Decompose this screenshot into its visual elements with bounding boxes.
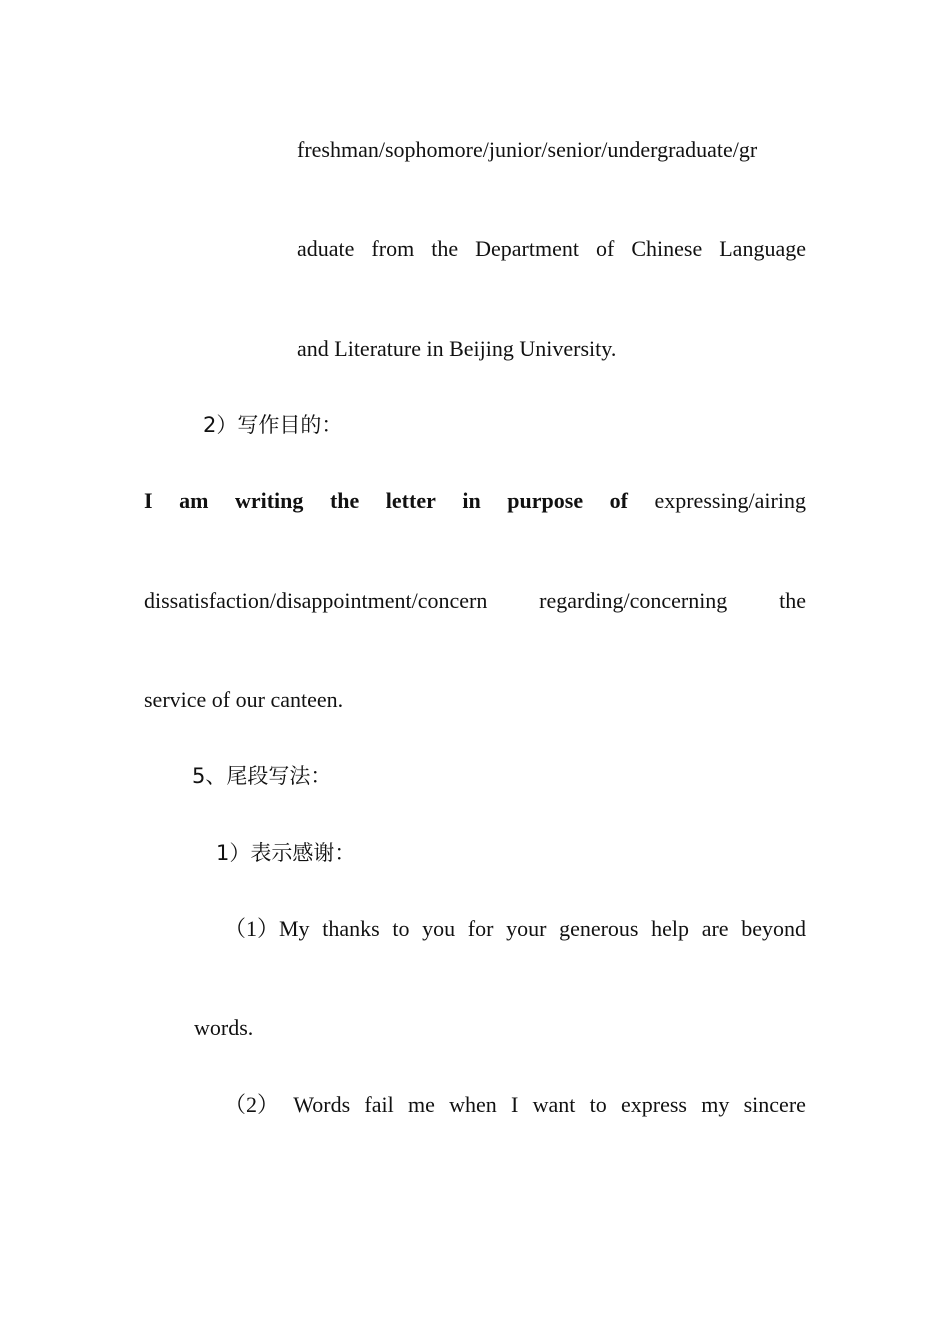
word: expressing/airing — [654, 488, 806, 513]
word: generous — [559, 916, 639, 941]
word: the — [329, 488, 360, 513]
word: help — [651, 916, 690, 941]
paragraph-line: service of our canteen. — [144, 687, 344, 712]
word: letter — [385, 488, 436, 513]
word: （1）My — [224, 916, 310, 941]
word: my — [701, 1092, 730, 1117]
word: the — [779, 588, 806, 613]
word: sincere — [743, 1092, 806, 1117]
word: I — [144, 488, 153, 513]
section-heading: 5、尾段写法： — [192, 764, 332, 788]
paragraph-line — [144, 587, 806, 615]
word: me — [407, 1092, 435, 1117]
paragraph-line — [297, 235, 806, 263]
word: your — [506, 916, 547, 941]
word: aduate — [297, 236, 355, 261]
word: fail — [364, 1092, 394, 1117]
word: （2） — [224, 1092, 280, 1117]
paragraph-line: freshman/sophomore/junior/senior/undergraduate/gr — [297, 137, 758, 162]
word: you — [422, 916, 456, 941]
paragraph-line: and Literature in Beijing University. — [297, 336, 617, 361]
word: Language — [719, 236, 806, 261]
word: for — [467, 916, 494, 941]
word: when — [449, 1092, 497, 1117]
word: from — [371, 236, 415, 261]
word: of — [595, 236, 615, 261]
subsection-heading: 1）表示感谢： — [216, 841, 356, 865]
paragraph-line — [144, 487, 806, 515]
word: to — [392, 916, 410, 941]
section-heading: 2）写作目的： — [203, 413, 343, 437]
word: purpose — [507, 488, 584, 513]
word: Chinese — [631, 236, 703, 261]
word: want — [532, 1092, 576, 1117]
word: writing — [234, 488, 304, 513]
word: of — [609, 488, 628, 513]
word: Words — [293, 1092, 351, 1117]
word: regarding/concerning — [539, 588, 728, 613]
list-item — [224, 1091, 806, 1119]
word: in — [462, 488, 481, 513]
word: thanks — [322, 916, 380, 941]
word: I — [511, 1092, 519, 1117]
word: beyond — [741, 916, 806, 941]
word: express — [621, 1092, 687, 1117]
word: dissatisfaction/disappointment/concern — [144, 588, 488, 613]
word: to — [589, 1092, 607, 1117]
paragraph-line: words. — [194, 1015, 254, 1040]
word: the — [431, 236, 459, 261]
word: am — [179, 488, 209, 513]
word: Department — [475, 236, 579, 261]
word: are — [701, 916, 729, 941]
list-item — [224, 915, 806, 943]
